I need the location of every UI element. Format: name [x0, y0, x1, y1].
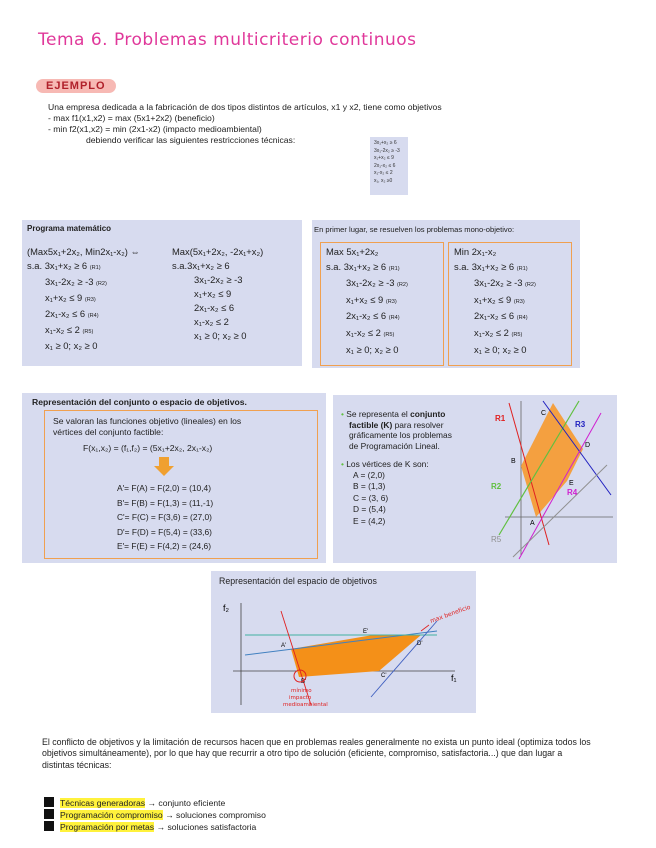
- intro-line: - min f2(x1,x2) = min (2x1-x2) (impacto medioambiental): [48, 124, 262, 134]
- representation-inner: [44, 410, 318, 559]
- feasible-text-line: gráficamente los problemas: [349, 430, 452, 441]
- min-note-line: medioambiental: [283, 702, 328, 708]
- restrictions-box: [370, 137, 408, 195]
- constraint-tag: (R2): [525, 282, 536, 289]
- vertex-item: B = (1,3): [353, 481, 386, 492]
- point-label-b: B': [301, 679, 307, 685]
- objective-space-panel: [211, 571, 476, 713]
- image-value: A'= F(A) = F(2,0) = (10,4): [117, 483, 211, 493]
- objective-space-graph: [211, 571, 476, 713]
- representation-panel: [22, 393, 326, 563]
- max-line: 2x₁-x₂ ≤ 6: [346, 310, 387, 322]
- min-line: 2x₁-x₂ ≤ 6: [474, 310, 515, 322]
- feasible-text-bold: conjunto: [410, 409, 446, 419]
- feasible-text-line: Se representa el: [346, 409, 411, 419]
- max-problem-box: [320, 242, 444, 366]
- feasible-set-graph: [483, 395, 617, 563]
- constraint-tag: (R3): [84, 297, 96, 303]
- technique-name: Programación compromiso: [60, 810, 163, 820]
- vertex-item: E = (4,2): [353, 515, 386, 526]
- program-line: 2x₁-x₂ ≤ 6: [194, 302, 235, 313]
- program-line: 3x₁-2x₂ ≥ -3: [194, 274, 243, 285]
- constraint-tag: (R1): [388, 265, 400, 272]
- technique-item: [44, 809, 266, 820]
- math-program-heading: Programa matemático: [27, 224, 112, 233]
- restriction: x₁-x₂ ≤ 2: [374, 170, 393, 177]
- graph-label-r1: R1: [495, 414, 506, 423]
- bullet-square-icon: [44, 821, 54, 831]
- down-arrow-icon: [153, 457, 175, 477]
- constraint-tag: (R3): [385, 298, 397, 305]
- program-line: 3x₁-2x₂ ≥ -3: [45, 276, 94, 287]
- technique-item: [44, 821, 256, 832]
- graph-label-r4: R4: [567, 488, 578, 497]
- technique-item: [44, 797, 225, 808]
- point-label-c: C': [381, 673, 387, 679]
- vertex-item: A = (2,0): [353, 469, 385, 480]
- point-label-a: A': [281, 643, 287, 649]
- constraint-tag: (R4): [516, 315, 528, 322]
- image-value: C'= F(C) = F(3,6) = (27,0): [117, 512, 212, 523]
- constraint-tag: (R4): [388, 315, 400, 322]
- closing-paragraph: El conflicto de objetivos y la limitación de recursos hacen que en problemas reales generalmente no exista un punto ideal (optimiza todos los objetivos simultáneamente), por lo que hay que recurrir a otro tipo de solución (eficiente, compromiso, satisfactoria...) que dan lugar a distintas técnicas:: [42, 737, 591, 770]
- image-value: D'= F(D) = F(5,4) = (33,6): [117, 526, 212, 537]
- program-line: Max(5x₁+2x₂, -2x₁+x₂): [172, 246, 264, 257]
- representation-text: vértices del conjunto factible:: [53, 427, 164, 437]
- program-line: s.a.3x₁+x₂ ≥ 6: [172, 260, 230, 271]
- objective-formula: F(x₁,x₂) = (f₁,f₂) = (5x₁+2x₂, 2x₁-x₂): [83, 443, 213, 453]
- objective-space-heading: Representación del espacio de objetivos: [219, 576, 377, 586]
- technique-result: → soluciones compromiso: [165, 810, 266, 820]
- f1-axis-label: f₁: [451, 673, 457, 683]
- constraint-tag: (R5): [511, 331, 523, 338]
- feasible-set-panel: [333, 395, 617, 563]
- representation-text: Se valoran las funciones objetivo (lineales) en los: [53, 416, 242, 426]
- min-note-line: mínimo: [291, 688, 312, 694]
- math-program-right: [172, 245, 263, 343]
- constraint-tag: (R1): [516, 265, 528, 272]
- graph-label-r5: R5: [491, 535, 502, 544]
- technique-result: → soluciones satisfactoria: [156, 822, 257, 832]
- intro-line: debiendo verificar las siguientes restricciones técnicas:: [86, 135, 296, 145]
- point-label-d: D': [417, 641, 423, 647]
- restriction: x₁+x₂ ≤ 9: [374, 155, 394, 162]
- program-line: x₁+x₂ ≤ 9: [194, 288, 232, 299]
- min-line: Min 2x₁-x₂: [454, 246, 497, 257]
- program-line: x₁-x₂ ≤ 2: [194, 316, 229, 327]
- intro-line: Una empresa dedicada a la fabricación de dos tipos distintos de artículos, x1 y x2, tiene como objetivos: [48, 102, 442, 112]
- constraint-tag: (R4): [87, 313, 99, 319]
- vertex-label-d: D: [585, 442, 591, 449]
- annotation-arrow: [421, 625, 429, 631]
- intro-line: - max f1(x1,x2) = max (5x1+2x2) (beneficio): [48, 113, 215, 123]
- min-line: 3x₁-2x₂ ≥ -3: [474, 277, 523, 289]
- max-note: max beneficio: [429, 603, 472, 625]
- vertex-label-c: C: [541, 410, 547, 417]
- bullet-square-icon: [44, 797, 54, 807]
- constraint-tag: (R1): [89, 265, 101, 271]
- vertices-heading: Los vértices de K son:: [346, 459, 429, 470]
- min-note-line: impacto: [289, 695, 312, 701]
- representation-heading: Representación del conjunto o espacio de objetivos.: [32, 397, 247, 407]
- min-line: x₁ ≥ 0; x₂ ≥ 0: [474, 343, 527, 355]
- vertex-label-b: B: [511, 458, 516, 465]
- constraint-tag: (R3): [513, 298, 525, 305]
- max-line: 3x₁-2x₂ ≥ -3: [346, 277, 395, 289]
- restriction: x₁, x₂ ≥0: [374, 177, 393, 184]
- program-line: x₁-x₂ ≤ 2: [45, 324, 80, 335]
- min-line: s.a. 3x₁+x₂ ≥ 6: [454, 260, 515, 272]
- image-value: B'= F(B) = F(1,3) = (11,-1): [117, 497, 214, 508]
- constraint-tag: (R5): [82, 329, 94, 335]
- min-line: x₁+x₂ ≤ 9: [474, 293, 512, 305]
- program-line: x₁+x₂ ≤ 9: [45, 292, 83, 303]
- max-line: x₁+x₂ ≤ 9: [346, 293, 384, 305]
- program-line: (Max5x₁+2x₂, Min2x₁-x₂) ⇔: [27, 246, 140, 257]
- restriction: 2x₁-x₂ ≤ 6: [374, 162, 396, 169]
- min-problem-box: [448, 242, 572, 366]
- max-line: s.a. 3x₁+x₂ ≥ 6: [326, 260, 387, 272]
- restriction: 3x₁-2x₂ ≥ -3: [374, 147, 400, 154]
- program-line: x₁ ≥ 0; x₂ ≥ 0: [45, 340, 98, 351]
- program-line: s.a. 3x₁+x₂ ≥ 6: [27, 260, 88, 271]
- min-line: x₁-x₂ ≤ 2: [474, 326, 509, 338]
- bullet-square-icon: [44, 809, 54, 819]
- vertex-label-e: E: [569, 480, 574, 487]
- feasible-text-line: de Programación Lineal.: [349, 440, 440, 451]
- feasible-text-bold: factible (K): [349, 419, 393, 430]
- f2-axis-label: f₂: [223, 603, 229, 613]
- mono-heading: En primer lugar, se resuelven los problemas mono-objetivo:: [314, 225, 515, 234]
- graph-label-r3: R3: [575, 420, 586, 429]
- program-line: 2x₁-x₂ ≤ 6: [45, 308, 86, 319]
- math-program-left: [27, 245, 140, 353]
- page-title: Tema 6. Problemas multicriterio continuos: [38, 30, 417, 50]
- vertex-item: C = (3, 6): [353, 492, 389, 503]
- vertex-label-a: A: [530, 520, 535, 527]
- technique-result: → conjunto eficiente: [147, 798, 226, 808]
- constraint-tag: (R5): [383, 331, 395, 338]
- vertex-item: D = (5,4): [353, 504, 386, 515]
- program-line: x₁ ≥ 0; x₂ ≥ 0: [194, 330, 247, 341]
- constraint-tag: (R2): [397, 282, 408, 289]
- technique-name: Técnicas generadoras: [60, 798, 146, 808]
- feasible-text-line: para resolver: [392, 419, 444, 430]
- point-label-e: E': [363, 629, 369, 635]
- technique-name: Programación por metas: [60, 822, 155, 832]
- restriction: 3x₁+x₂ ≥ 6: [374, 140, 397, 146]
- max-line: x₁ ≥ 0; x₂ ≥ 0: [346, 343, 399, 355]
- image-values: [117, 481, 213, 554]
- constraint-tag: (R2): [96, 281, 107, 287]
- mono-objective-panel: [312, 220, 580, 368]
- feasible-text: • Se representa el conjunto factible (K) para resolver gráficamente los problemas de Programación Lineal. • Los vértices de K son: A = (2,0) B = (1,3) C = (3, 6) D = (5,4) E = (4,2): [341, 409, 491, 527]
- max-line: Max 5x₁+2x₂: [326, 246, 379, 257]
- image-value: E'= F(E) = F(4,2) = (24,6): [117, 541, 211, 552]
- graph-label-r2: R2: [491, 482, 502, 491]
- max-line: x₁-x₂ ≤ 2: [346, 326, 381, 338]
- math-program-panel: [22, 220, 302, 366]
- example-badge: EJEMPLO: [36, 79, 116, 93]
